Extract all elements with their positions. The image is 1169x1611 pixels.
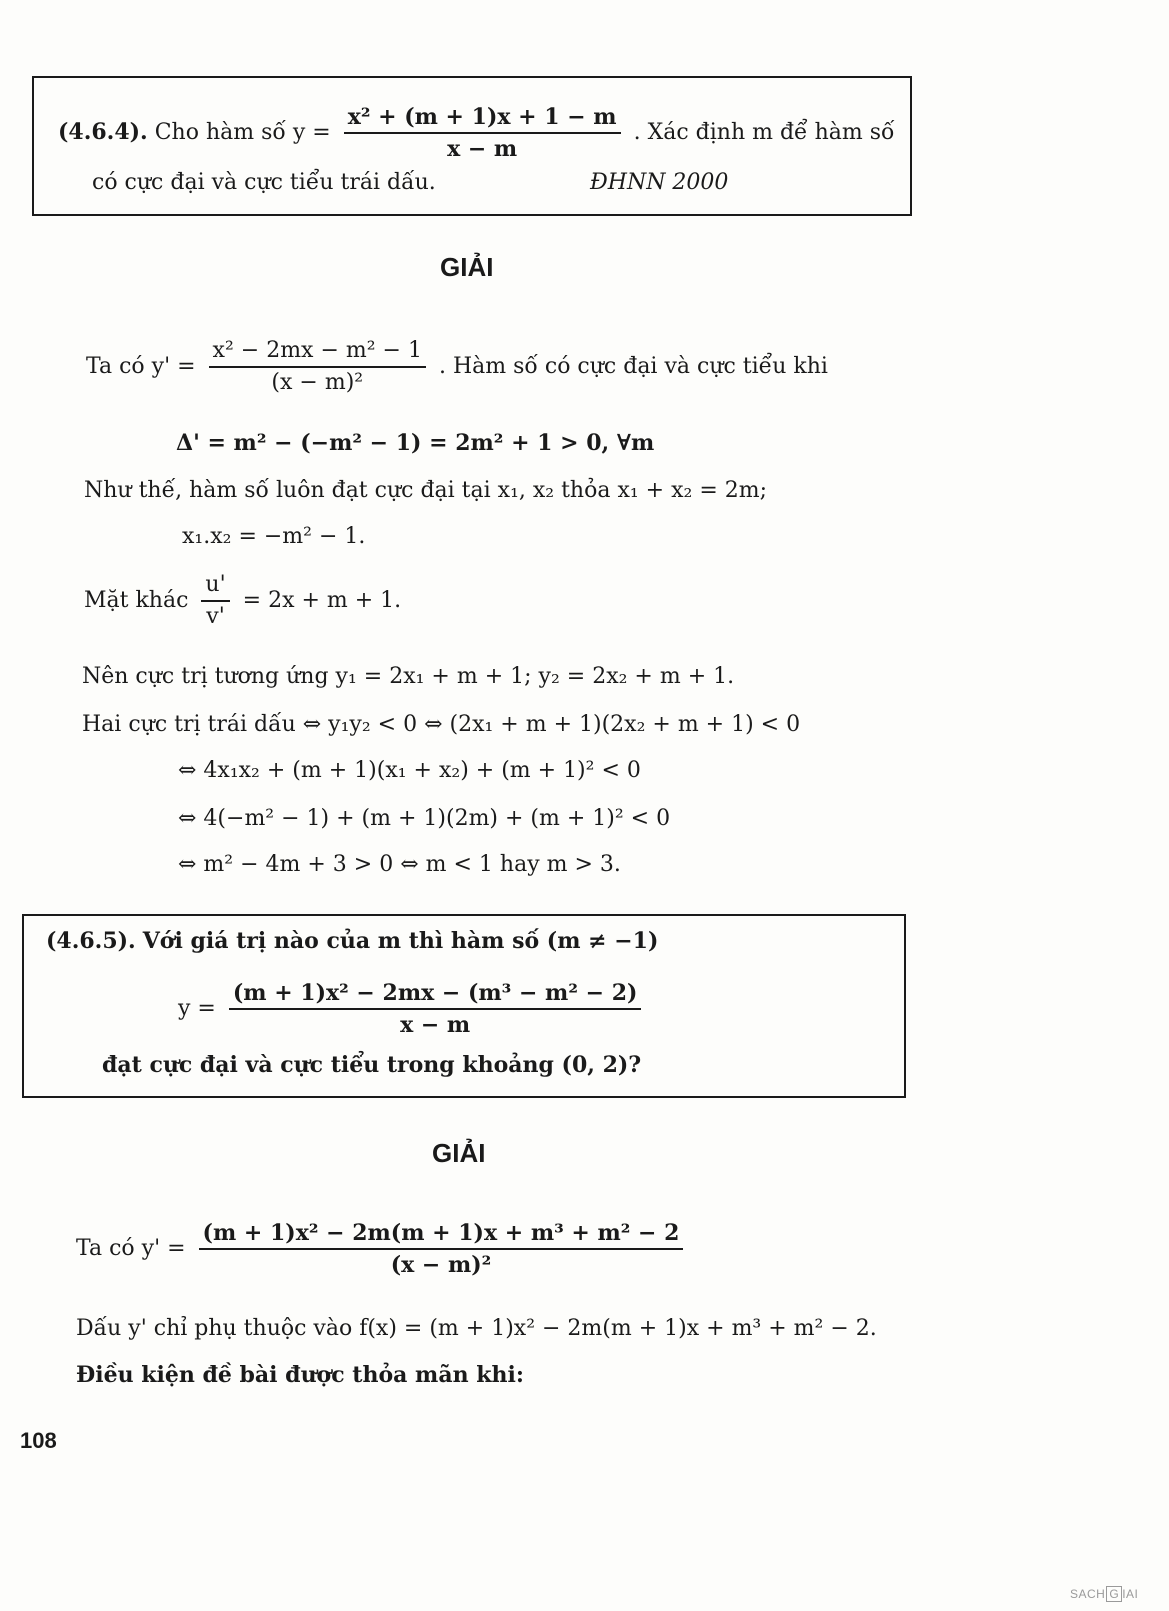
sol1-line6: Nên cực trị tương ứng y₁ = 2x₁ + m + 1; y₂ = 2x₂ + m + 1. — [82, 664, 735, 689]
problem-task: . Xác định m để hàm số — [633, 120, 895, 145]
problem-id: (4.6.4). — [58, 119, 148, 145]
problem-4-6-4-line1 — [58, 104, 894, 162]
watermark-prefix: SACH — [1070, 1587, 1106, 1601]
problem-id: (4.6.5). — [46, 928, 136, 954]
problem-4-6-4-line2 — [92, 168, 436, 198]
fraction-denominator: (x − m)² — [390, 1252, 492, 1278]
problem-4-6-5-line1 — [46, 926, 658, 957]
text: . Hàm số có cực đại và cực tiểu khi — [438, 354, 828, 379]
sol2-line2: Dấu y' chỉ phụ thuộc vào f(x) = (m + 1)x² − 2m(m + 1)x + m³ + m² − 2. — [76, 1316, 877, 1341]
ratio-fraction — [201, 572, 229, 630]
problem-intro: Với giá trị nào của m thì hàm số (m ≠ −1) — [142, 928, 659, 954]
problem-intro: Cho hàm số y = — [154, 120, 331, 145]
fraction-denominator: x − m — [447, 136, 518, 162]
watermark — [1070, 1586, 1138, 1602]
watermark-suffix: IAI — [1122, 1587, 1139, 1601]
sol2-line1 — [76, 1220, 689, 1278]
problem-4-6-5-line3: đạt cực đại và cực tiểu trong khoảng (0, 2)? — [102, 1052, 642, 1078]
sol1-line5 — [84, 572, 401, 630]
solution-heading: GIẢI — [432, 1138, 486, 1168]
text: Mặt khác — [84, 588, 189, 613]
text: Ta có y' = — [76, 1236, 186, 1261]
fraction-denominator: x − m — [400, 1012, 471, 1038]
derivative-fraction — [209, 338, 426, 396]
text: Ta có y' = — [86, 354, 196, 379]
problem-source: ĐHNN 2000 — [590, 170, 729, 195]
text: y = — [178, 996, 216, 1021]
problem-text: có cực đại và cực tiểu trái dấu. — [92, 170, 436, 195]
sol1-line4: x₁.x₂ = −m² − 1. — [182, 524, 366, 549]
sol1-line7: Hai cực trị trái dấu ⇔ y₁y₂ < 0 ⇔ (2x₁ + m + 1)(2x₂ + m + 1) < 0 — [82, 712, 801, 737]
sol1-line1 — [86, 338, 828, 396]
sol1-line9: ⇔ 4(−m² − 1) + (m + 1)(2m) + (m + 1)² < 0 — [178, 806, 671, 831]
solution-heading: GIẢI — [440, 252, 494, 282]
fraction-numerator: u' — [201, 572, 229, 602]
text: = 2x + m + 1. — [242, 588, 402, 613]
sol1-line2: Δ' = m² − (−m² − 1) = 2m² + 1 > 0, ∀m — [176, 430, 655, 456]
fraction-numerator: (m + 1)x² − 2mx − (m³ − m² − 2) — [229, 980, 642, 1010]
fraction-denominator: v' — [206, 604, 225, 629]
problem-4-6-5-formula — [178, 980, 647, 1038]
fraction-numerator: x² − 2mx − m² − 1 — [209, 338, 426, 368]
fraction-denominator: (x − m)² — [271, 370, 364, 395]
derivative-fraction — [199, 1220, 684, 1278]
sol1-line8: ⇔ 4x₁x₂ + (m + 1)(x₁ + x₂) + (m + 1)² < 0 — [178, 758, 641, 783]
watermark-logo-letter: G — [1106, 1586, 1122, 1602]
function-fraction — [344, 104, 621, 162]
sol1-line3: Như thế, hàm số luôn đạt cực đại tại x₁, x₂ thỏa x₁ + x₂ = 2m; — [84, 478, 768, 503]
sol1-line10: ⇔ m² − 4m + 3 > 0 ⇔ m < 1 hay m > 3. — [178, 852, 621, 877]
sol2-line3: Điều kiện đề bài được thỏa mãn khi: — [76, 1362, 524, 1388]
page-number: 108 — [20, 1428, 57, 1453]
function-fraction — [229, 980, 642, 1038]
fraction-numerator: (m + 1)x² − 2m(m + 1)x + m³ + m² − 2 — [199, 1220, 684, 1250]
fraction-numerator: x² + (m + 1)x + 1 − m — [344, 104, 621, 134]
